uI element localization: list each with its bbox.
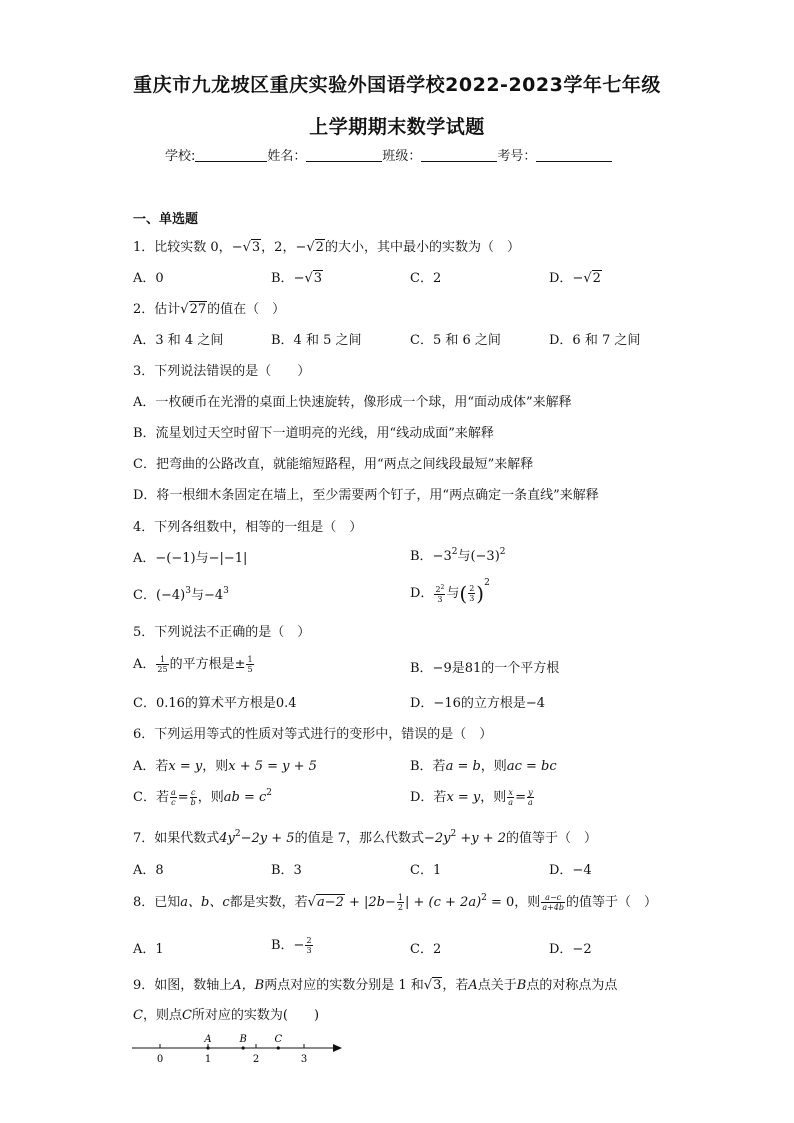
q6-d-den: a <box>508 798 514 807</box>
q7-text-c: 的值等于（ ） <box>506 831 598 846</box>
right-paren-icon: ) <box>476 581 485 606</box>
q1-d-neg: − <box>572 271 584 286</box>
q6-c-eq: = <box>177 790 189 805</box>
question-3-stem: 3．下列说法错误的是（ ） <box>133 364 311 379</box>
q1-b-prefix: B． <box>271 271 294 286</box>
q8-b-frac <box>305 936 312 955</box>
q2-option-a[interactable]: A．3 和 4 之间 <box>133 333 224 348</box>
question-8-stem <box>133 891 657 912</box>
q9-text-g: 所对应的实数为( ) <box>191 1008 320 1023</box>
q9-text-c: ，若 <box>442 978 469 993</box>
q6-c-num: a <box>170 788 176 797</box>
q3-option-a[interactable]: A．一枚硬币在光滑的桌面上快速旋转，像形成一个球，用“面动成体”来解释 <box>133 395 572 410</box>
point-label: C <box>274 1034 283 1045</box>
q1-option-c[interactable]: C．2 <box>410 271 442 286</box>
q9-C2: C <box>181 1008 192 1023</box>
q4-d-exp: 2 <box>484 578 490 588</box>
q8-half-num: 1 <box>397 893 403 902</box>
q8-text-a: 8．已知 <box>133 895 181 910</box>
q1-radicand2: 2 <box>315 240 324 255</box>
question-5-stem: 5．下列说法不正确的是（ ） <box>133 625 311 640</box>
q9-radicand: 3 <box>433 978 442 993</box>
number-line-ticks <box>157 1044 307 1065</box>
q4-d-frac2 <box>468 584 475 603</box>
q8-half-den: 2 <box>397 903 403 912</box>
q6-c-frac2 <box>190 788 197 807</box>
q2-text-b: 的值在（ ） <box>207 302 286 317</box>
q6-b-b: ，则 <box>480 759 507 774</box>
sqrt-icon: √ <box>180 302 189 317</box>
q6-d-num: x <box>508 788 513 797</box>
number-line-figure <box>130 1030 350 1070</box>
question-2-stem <box>133 298 285 317</box>
q7-option-d[interactable]: D．−4 <box>549 863 592 878</box>
q3-option-c[interactable]: C．把弯曲的公路改直，就能缩短路程，用“两点之间线段最短”来解释 <box>133 457 534 472</box>
question-9-line2 <box>133 1004 319 1023</box>
q7-expr2-a: −2y <box>423 831 451 846</box>
point-marker <box>242 1046 245 1049</box>
point-marker <box>277 1046 280 1049</box>
q2-option-d[interactable]: D．6 和 7 之间 <box>549 333 641 348</box>
page-title-line1: 重庆市九龙坡区重庆实验外国语学校2022-2023学年七年级 <box>133 74 661 96</box>
point-label: B <box>239 1034 247 1045</box>
school-blank[interactable] <box>195 148 267 162</box>
q6-b-eq: a = b <box>445 759 481 774</box>
sqrt-icon: √ <box>304 271 313 286</box>
q5-option-a[interactable] <box>133 653 255 674</box>
q7-option-b[interactable]: B．3 <box>271 863 302 878</box>
q4-d-num-exp: 2 <box>440 584 445 591</box>
q5-a-num2: 1 <box>247 655 253 664</box>
q2-radicand: 27 <box>189 302 207 317</box>
q2-text-a: 2．估计 <box>133 302 181 317</box>
q8-radicand: a−2 <box>316 895 344 910</box>
left-paren-icon: ( <box>459 581 468 606</box>
q1-text-a: 1．比较实数 0， <box>133 240 232 255</box>
point-marker <box>206 1046 209 1049</box>
q4-c-exp: 3 <box>185 586 191 596</box>
q1-text-c: 的大小，其中最小的实数为（ ） <box>324 240 520 255</box>
q9-ab: A，B <box>232 978 265 993</box>
q6-c-a: C．若 <box>133 790 169 805</box>
q8-b-den: 3 <box>306 946 312 955</box>
q4-option-a[interactable]: A．−(−1)与−|−1| <box>133 551 248 566</box>
sqrt-icon: √ <box>423 978 433 993</box>
q8-text-c: 的值等于（ ） <box>566 895 658 910</box>
q1-neg2: − <box>295 240 307 255</box>
q8-fn: a−c <box>541 893 565 903</box>
q7-expr2-b: +y + 2 <box>456 831 507 846</box>
q8-mid2: | + (c + 2a) <box>405 895 482 910</box>
q6-a-res: x + 5 = y + 5 <box>228 759 317 774</box>
q8-vars: a、b、c <box>180 895 230 910</box>
q1-option-a[interactable]: A．0 <box>133 271 164 286</box>
id-label: 考号： <box>497 149 537 164</box>
sqrt-icon: √ <box>583 271 592 286</box>
q9-C: C <box>133 1008 143 1023</box>
q6-d-frac2 <box>527 788 534 807</box>
q4-d-a: D． <box>410 586 434 601</box>
q6-c-den: c <box>171 798 176 807</box>
section-heading: 一、单选题 <box>133 212 199 227</box>
q7-exp2: 2 <box>450 829 457 839</box>
q6-option-c[interactable] <box>133 786 272 807</box>
page-title-line2: 上学期期末数学试题 <box>309 116 485 138</box>
sqrt-icon: √ <box>307 895 316 910</box>
q4-b-a: B．−3 <box>410 549 452 564</box>
tick-label: 2 <box>252 1054 260 1065</box>
q8-text-b: 都是实数，若 <box>229 895 308 910</box>
q4-c-a: C．(−4) <box>133 588 186 603</box>
q6-b-a: B．若 <box>410 759 446 774</box>
q8-option-d[interactable]: D．−2 <box>549 942 592 957</box>
q6-option-d[interactable] <box>410 786 535 807</box>
q7-text-a: 7．如果代数式 <box>133 831 220 846</box>
q4-option-b[interactable] <box>410 545 506 564</box>
sqrt-icon: √ <box>242 240 251 255</box>
q4-option-d[interactable] <box>410 578 490 606</box>
q4-d-den2: 3 <box>469 594 475 603</box>
q6-d-a: D．若 <box>410 790 447 805</box>
number-line-points <box>203 1034 282 1050</box>
q4-b-exp2: 2 <box>499 547 506 557</box>
q5-a-den: 25 <box>157 665 168 674</box>
q6-b-res: ac = bc <box>506 759 557 774</box>
q9-text-b: 两点对应的实数分别是 1 和 <box>264 978 424 993</box>
q8-mid: + |2b− <box>344 895 396 910</box>
q2-option-c[interactable]: C．5 和 6 之间 <box>410 333 501 348</box>
class-label: 班级： <box>382 149 422 164</box>
q4-option-c[interactable] <box>133 584 229 603</box>
tick-label: 1 <box>204 1054 212 1065</box>
q8-exp: 2 <box>481 893 487 903</box>
question-9-line1 <box>133 974 617 993</box>
q5-a-den2: 5 <box>247 665 253 674</box>
class-blank[interactable] <box>421 148 497 162</box>
q8-option-c[interactable]: C．2 <box>410 942 442 957</box>
q8-b-prefix: B．− <box>271 938 305 953</box>
q9-A: A <box>468 978 478 993</box>
q1-b-neg: − <box>293 271 305 286</box>
q6-c-b: ，则 <box>197 790 224 805</box>
q4-c-b: 与−4 <box>191 588 224 603</box>
q8-b-num: 2 <box>306 936 312 945</box>
q9-text-f: ，则点 <box>142 1008 182 1023</box>
q9-text-e: 点的对称点为点 <box>526 978 618 993</box>
q9-text-a: 9．如图，数轴上 <box>133 978 233 993</box>
q3-option-b[interactable]: B．流星划过天空时留下一道明亮的光线，用“线动成面”来解释 <box>133 426 494 441</box>
question-7-stem <box>133 827 597 846</box>
question-4-stem: 4．下列各组数中，相等的一组是（ ） <box>133 520 363 535</box>
q7-option-c[interactable]: C．1 <box>410 863 442 878</box>
q8-mid3: = 0，则 <box>486 895 541 910</box>
q1-option-b[interactable] <box>271 267 323 286</box>
q2-option-b[interactable]: B．4 和 5 之间 <box>271 333 362 348</box>
q6-d-eq2: = <box>515 790 526 805</box>
q3-option-d[interactable]: D．将一根细木条固定在墙上，至少需要两个钉子，用“两点确定一条直线”来解释 <box>133 488 599 503</box>
q1-d-prefix: D． <box>549 271 573 286</box>
q4-b-b: 与(−3) <box>457 549 500 564</box>
q1-neg: − <box>231 240 243 255</box>
q5-option-d[interactable]: D．−16的立方根是−4 <box>410 696 546 711</box>
q6-c-exp: 2 <box>266 788 273 798</box>
q7-expr1-b: −2y + 5 <box>240 831 295 846</box>
school-label: 学校: <box>165 149 196 164</box>
q5-a-frac2 <box>246 655 253 674</box>
q5-a-num: 1 <box>156 655 168 665</box>
q4-d-den: 3 <box>437 595 443 604</box>
q7-option-a[interactable]: A．8 <box>133 863 164 878</box>
q6-a-eq: x = y <box>168 759 203 774</box>
q4-c-exp2: 3 <box>223 586 229 596</box>
q6-d-den2: a <box>527 798 533 807</box>
q4-b-exp: 2 <box>451 547 458 557</box>
q6-a-b: ，则 <box>202 759 229 774</box>
q8-option-a[interactable]: A．1 <box>133 942 164 957</box>
tick-label: 3 <box>300 1054 308 1065</box>
q6-a-a: A．若 <box>133 759 169 774</box>
q6-option-b[interactable] <box>410 755 557 774</box>
q8-option-b[interactable] <box>271 934 314 955</box>
sqrt-icon: √ <box>306 240 315 255</box>
q1-d-radicand: 2 <box>592 271 601 286</box>
q6-c-num2: c <box>190 788 196 797</box>
name-blank[interactable] <box>306 148 382 162</box>
id-blank[interactable] <box>536 148 612 162</box>
q6-c-res: ab = c <box>223 790 267 805</box>
q8-fd: a+4b <box>542 903 564 912</box>
q5-a-a: A． <box>133 657 156 672</box>
q1-b-radicand: 3 <box>313 271 323 286</box>
q1-text-b: ，2， <box>261 240 296 255</box>
q5-a-frac1 <box>156 655 168 674</box>
q5-option-b[interactable]: B．−9是81的一个平方根 <box>410 661 560 676</box>
q5-a-b: 的平方根是± <box>169 657 246 672</box>
q6-d-num2: y <box>528 788 533 797</box>
q7-expr1-a: 4y <box>219 831 235 846</box>
question-6-stem: 6．下列运用等式的性质对等式进行的变形中，错误的是（ ） <box>133 727 493 742</box>
q6-d-eq: x = y <box>446 790 481 805</box>
q7-exp1: 2 <box>234 829 241 839</box>
q8-frac <box>541 893 565 912</box>
q1-radicand: 3 <box>251 240 261 255</box>
q6-c-frac1 <box>170 788 177 807</box>
question-1-stem <box>133 236 520 255</box>
q1-option-d[interactable] <box>549 267 602 286</box>
student-info-row <box>165 145 612 164</box>
q4-d-num2: 2 <box>469 584 475 593</box>
q4-d-frac1 <box>434 583 445 604</box>
q7-text-b: 的值是 7，那么代数式 <box>294 831 424 846</box>
q9-text-d: 点关于 <box>477 978 517 993</box>
name-label: 姓名： <box>267 149 307 164</box>
q6-c-den2: b <box>190 798 196 807</box>
q8-half <box>397 893 404 912</box>
point-label: A <box>204 1034 212 1045</box>
arrow-right-icon <box>333 1044 342 1052</box>
q5-option-c[interactable]: C．0.16的算术平方根是0.4 <box>133 696 297 711</box>
q9-B: B <box>516 978 527 993</box>
q6-d-frac1 <box>507 788 514 807</box>
q4-d-b: 与 <box>446 586 460 601</box>
q6-option-a[interactable] <box>133 755 317 774</box>
q4-d-num: 2 <box>435 585 441 594</box>
q6-d-b: ，则 <box>480 790 507 805</box>
tick-label: 0 <box>156 1054 164 1065</box>
